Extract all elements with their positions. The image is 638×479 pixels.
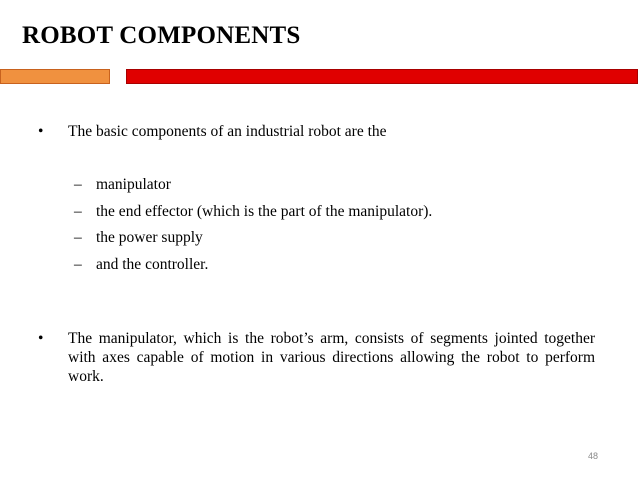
sub-bullet-text: and the controller. [96,255,209,273]
page-number: 48 [588,451,599,461]
sub-bullet-list [74,172,432,278]
bullet-marker: • [38,330,44,347]
slide-title: ROBOT COMPONENTS [22,22,301,49]
dash-marker: – [74,229,82,246]
sub-bullet-item [74,225,432,252]
sub-bullet-text: manipulator [96,176,171,193]
bullet-paragraph: The manipulator, which is the robot’s arm, consists of segments jointed together with axes capable of motion in various directions allowing the robot to perform work. [68,330,595,385]
sub-bullet-text: the power supply [96,229,203,246]
sub-bullet-item [74,252,432,279]
bullet-text: The basic components of an industrial robot are the [68,123,387,140]
title-underline-left-bar [0,69,110,84]
dash-marker: – [74,202,82,220]
dash-marker: – [74,176,82,193]
sub-bullet-item [74,172,432,199]
sub-bullet-item [74,199,432,226]
sub-bullet-text: the end effector (which is the part of the manipulator). [96,202,433,220]
bullet-marker: • [38,123,44,140]
title-underline-right-bar [126,69,638,84]
dash-marker: – [74,255,82,273]
